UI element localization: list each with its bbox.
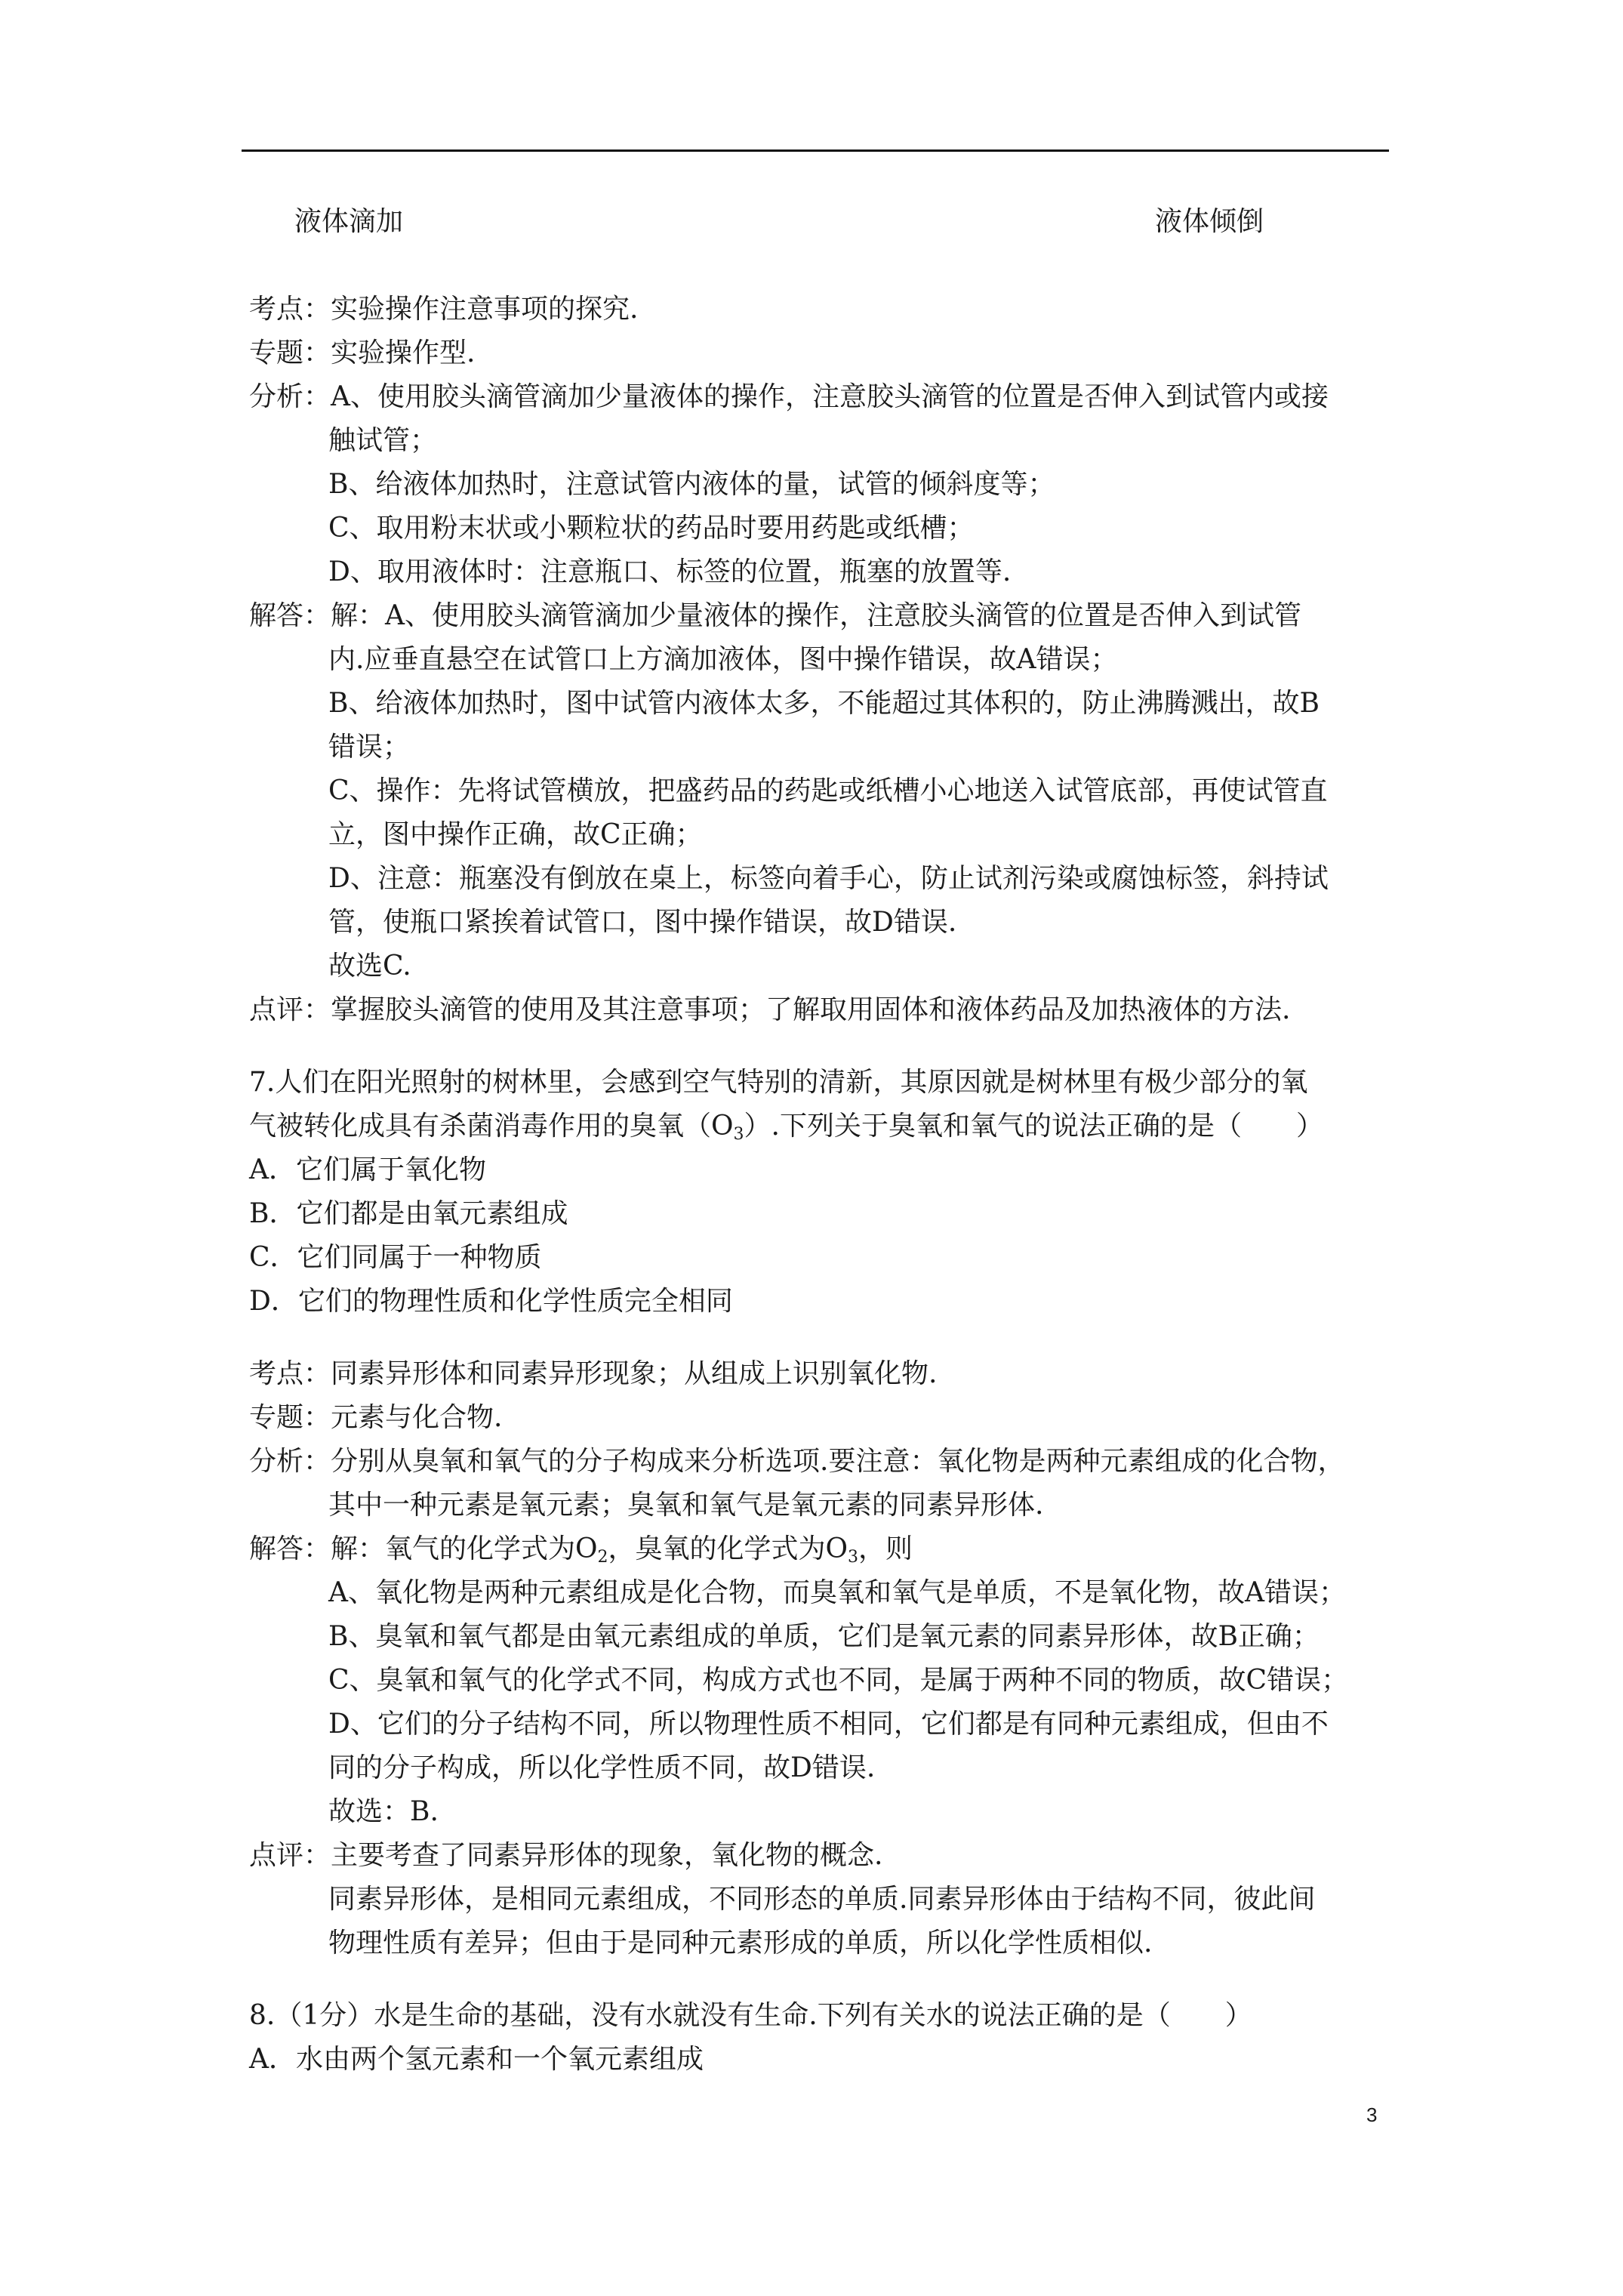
q6-jieda-line: 错误； — [328, 732, 411, 763]
q6-jieda-line: 管，使瓶口紧挨着试管口，图中操作错误，故D错误. — [328, 907, 957, 938]
q7-jieda-line: 同的分子构成，所以化学性质不同，故D错误. — [328, 1752, 876, 1783]
q6-zhuanti: 专题：实验操作型. — [249, 337, 476, 368]
q6-dianping: 点评：掌握胶头滴管的使用及其注意事项；了解取用固体和液体药品及加热液体的方法. — [249, 994, 1291, 1025]
q6-fenxi-line: 触试管； — [328, 425, 438, 456]
q7-dianping-line: 物理性质有差异；但由于是同种元素形成的单质，所以化学性质相似. — [328, 1928, 1153, 1959]
q7-jieda-line: 解答：解：氧气的化学式为$O_2$，臭氧的化学式为$O_3$，则 — [249, 1533, 913, 1567]
q7-zhuanti: 专题：元素与化合物. — [249, 1402, 503, 1433]
q6-jieda-line: 内.应垂直悬空在试管口上方滴加液体，图中操作错误，故A错误； — [328, 644, 1118, 675]
q7-option-d: D．它们的物理性质和化学性质完全相同 — [249, 1286, 733, 1317]
q7-dianping-line: 点评：主要考查了同素异形体的现象，氧化物的概念. — [249, 1840, 883, 1871]
q6-fenxi-line: D、取用液体时：注意瓶口、标签的位置，瓶塞的放置等. — [328, 556, 1012, 587]
q6-kaodian: 考点：实验操作注意事项的探究. — [249, 294, 639, 325]
caption-liquid-pouring: 液体倾倒 — [1155, 206, 1264, 237]
q7-fenxi-line: 分析：分别从臭氧和氧气的分子构成来分析选项.要注意：氧化物是两种元素组成的化合物， — [249, 1446, 1345, 1477]
caption-liquid-dropping: 液体滴加 — [294, 206, 404, 237]
q6-fenxi-line: C、取用粉末状或小颗粒状的药品时要用药匙或纸槽； — [328, 513, 975, 544]
q7-jieda-line: 故选：B. — [328, 1796, 439, 1827]
q7-option-a: A．它们属于氧化物 — [249, 1154, 486, 1185]
q7-jieda-line: D、它们的分子结构不同，所以物理性质不相同，它们都是有同种元素组成，但由不 — [328, 1709, 1329, 1740]
q6-jieda-line: 故选C. — [328, 951, 411, 982]
q7-dianping-line: 同素异形体，是相同元素组成，不同形态的单质.同素异形体由于结构不同，彼此间 — [328, 1884, 1316, 1915]
page-number: 3 — [1366, 2103, 1378, 2126]
q7-option-b: B．它们都是由氧元素组成 — [249, 1198, 568, 1229]
q7-jieda-line: A、氧化物是两种元素组成是化合物，而臭氧和氧气是单质，不是氧化物，故A错误； — [328, 1577, 1346, 1608]
q7-option-c: C．它们同属于一种物质 — [249, 1242, 542, 1273]
q6-fenxi-line: 分析：A、使用胶头滴管滴加少量液体的操作，注意胶头滴管的位置是否伸入到试管内或接 — [249, 381, 1329, 412]
q6-jieda-line: B、给液体加热时，图中试管内液体太多，不能超过其体积的，防止沸腾溅出，故B — [328, 688, 1320, 719]
q7-kaodian: 考点：同素异形体和同素异形现象；从组成上识别氧化物. — [249, 1358, 938, 1389]
q6-jieda-line: D、注意：瓶塞没有倒放在桌上，标签向着手心，防止试剂污染或腐蚀标签，斜持试 — [328, 863, 1329, 894]
q7-jieda-line: C、臭氧和氧气的化学式不同，构成方式也不同，是属于两种不同的物质，故C错误； — [328, 1665, 1349, 1696]
q7-jieda-line: B、臭氧和氧气都是由氧元素组成的单质，它们是氧元素的同素异形体，故B正确； — [328, 1621, 1320, 1652]
q6-jieda-line: 解答：解：A、使用胶头滴管滴加少量液体的操作，注意胶头滴管的位置是否伸入到试管 — [249, 600, 1301, 631]
header-rule — [242, 149, 1389, 152]
q8-option-a: A．水由两个氢元素和一个氧元素组成 — [249, 2044, 704, 2075]
q6-fenxi-line: B、给液体加热时，注意试管内液体的量，试管的倾斜度等； — [328, 469, 1055, 500]
q6-jieda-line: C、操作：先将试管横放，把盛药品的药匙或纸槽小心地送入试管底部，再使试管直 — [328, 775, 1328, 806]
q8-stem: 8.（1分）水是生命的基础，没有水就没有生命.下列有关水的说法正确的是（ ） — [249, 2000, 1252, 2031]
q7-stem-line2: 气被转化成具有杀菌消毒作用的臭氧$(O_3)$.下列关于臭氧和氧气的说法正确的是（ ） — [249, 1111, 1323, 1144]
q7-stem-line1: 7.人们在阳光照射的树林里，会感到空气特别的清新，其原因就是树林里有极少部分的氧 — [249, 1067, 1308, 1098]
q6-jieda-line: 立，图中操作正确，故C正确； — [328, 819, 703, 850]
q7-fenxi-line: 其中一种元素是氧元素；臭氧和氧气是氧元素的同素异形体. — [328, 1490, 1044, 1521]
